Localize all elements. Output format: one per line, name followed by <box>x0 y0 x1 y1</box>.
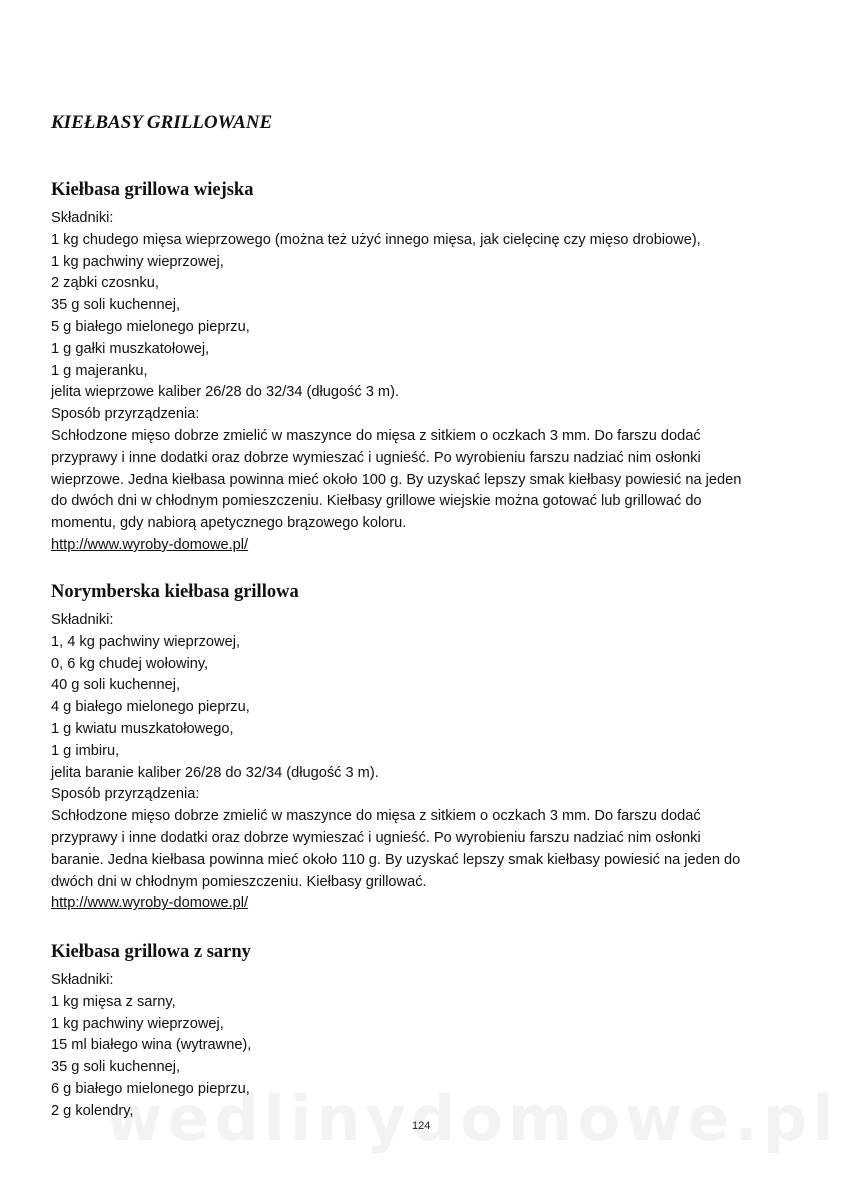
ingredient-item: 1, 4 kg pachwiny wieprzowej, <box>51 633 240 650</box>
ingredient-item: jelita wieprzowe kaliber 26/28 do 32/34 (długość 3 m). <box>51 384 400 401</box>
ingredients-label: Składniki: <box>51 612 114 628</box>
ingredient-item: 2 ząbki czosnku, <box>51 275 159 292</box>
ingredient-item: 1 kg pachwiny wieprzowej, <box>51 253 224 270</box>
ingredients-list <box>51 632 811 785</box>
ingredient-item: 5 g białego mielonego pieprzu, <box>51 318 250 335</box>
source-link[interactable]: http://www.wyroby-domowe.pl/ <box>51 895 249 912</box>
method-label: Sposób przyrządzenia: <box>51 786 200 803</box>
ingredient-item: 40 g soli kuchennej, <box>51 677 180 694</box>
method-line: Schłodzone mięso dobrze zmielić w maszynce do mięsa z sitkiem o oczkach 3 mm. Do farszu dodać <box>51 427 701 444</box>
method-line: przyprawy i inne dodatki oraz dobrze wymieszać i ugnieść. Po wyrobieniu farszu nadziać nim osłonki <box>51 829 701 846</box>
recipe-title: Kiełbasa grillowa z sarny <box>51 942 251 962</box>
method-text <box>51 426 811 535</box>
page-number: 124 <box>412 1120 431 1132</box>
method-line: baranie. Jedna kiełbasa powinna mieć około 110 g. By uzyskać lepszy smak kiełbasy powiesić na jeden do <box>51 851 741 868</box>
method-label: Sposób przyrządzenia: <box>51 406 200 423</box>
ingredients-label: Składniki: <box>51 972 114 988</box>
ingredient-item: 0, 6 kg chudej wołowiny, <box>51 655 209 672</box>
method-text <box>51 806 811 893</box>
ingredient-item: 1 g imbiru, <box>51 742 120 759</box>
method-line: Schłodzone mięso dobrze zmielić w maszynce do mięsa z sitkiem o oczkach 3 mm. Do farszu dodać <box>51 808 701 825</box>
ingredient-item: 1 kg chudego mięsa wieprzowego (można też użyć innego mięsa, jak cielęcinę czy mięso drobiowe), <box>51 231 701 248</box>
ingredient-item: 1 g majeranku, <box>51 362 148 379</box>
ingredients-list <box>51 230 811 404</box>
method-line: do dwóch dni w chłodnym pomieszczeniu. Kiełbasy grillowe wiejskie można gotować lub grillować do <box>51 493 702 510</box>
ingredient-item: 1 kg pachwiny wieprzowej, <box>51 1015 224 1032</box>
ingredient-item: 4 g białego mielonego pieprzu, <box>51 699 250 716</box>
ingredient-item: 15 ml białego wina (wytrawne), <box>51 1037 252 1054</box>
ingredient-item: 2 g kolendry, <box>51 1102 134 1119</box>
recipe-norymberska-kielbasa-grillowa <box>51 580 811 915</box>
ingredient-item: 35 g soli kuchennej, <box>51 297 180 314</box>
ingredient-item: 6 g białego mielonego pieprzu, <box>51 1080 250 1097</box>
recipe-kielbasa-grillowa-z-sarny <box>51 940 811 1123</box>
method-line: momentu, gdy nabiorą apetycznego brązowego koloru. <box>51 515 407 532</box>
ingredient-item: 1 g kwiatu muszkatołowego, <box>51 720 234 737</box>
source-link[interactable]: http://www.wyroby-domowe.pl/ <box>51 536 249 553</box>
ingredients-label: Składniki: <box>51 210 114 226</box>
ingredient-item: 1 kg mięsa z sarny, <box>51 993 176 1010</box>
ingredient-item: 1 g gałki muszkatołowej, <box>51 340 210 357</box>
recipe-title: Kiełbasa grillowa wiejska <box>51 180 254 200</box>
recipe-title: Norymberska kiełbasa grillowa <box>51 582 299 602</box>
recipe-kielbasa-grillowa-wiejska <box>51 178 811 557</box>
method-line: przyprawy i inne dodatki oraz dobrze wymieszać i ugnieść. Po wyrobieniu farszu nadziać nim osłonki <box>51 449 701 466</box>
ingredient-item: jelita baranie kaliber 26/28 do 32/34 (długość 3 m). <box>51 764 379 781</box>
method-line: dwóch dni w chłodnym pomieszczeniu. Kiełbasy grillować. <box>51 873 427 890</box>
ingredient-item: 35 g soli kuchennej, <box>51 1059 180 1076</box>
section-title: KIEŁBASY GRILLOWANE <box>51 112 273 133</box>
ingredients-list <box>51 992 811 1123</box>
method-line: wieprzowe. Jedna kiełbasa powinna mieć około 100 g. By uzyskać lepszy smak kiełbasy powiesić na jeden <box>51 471 742 488</box>
